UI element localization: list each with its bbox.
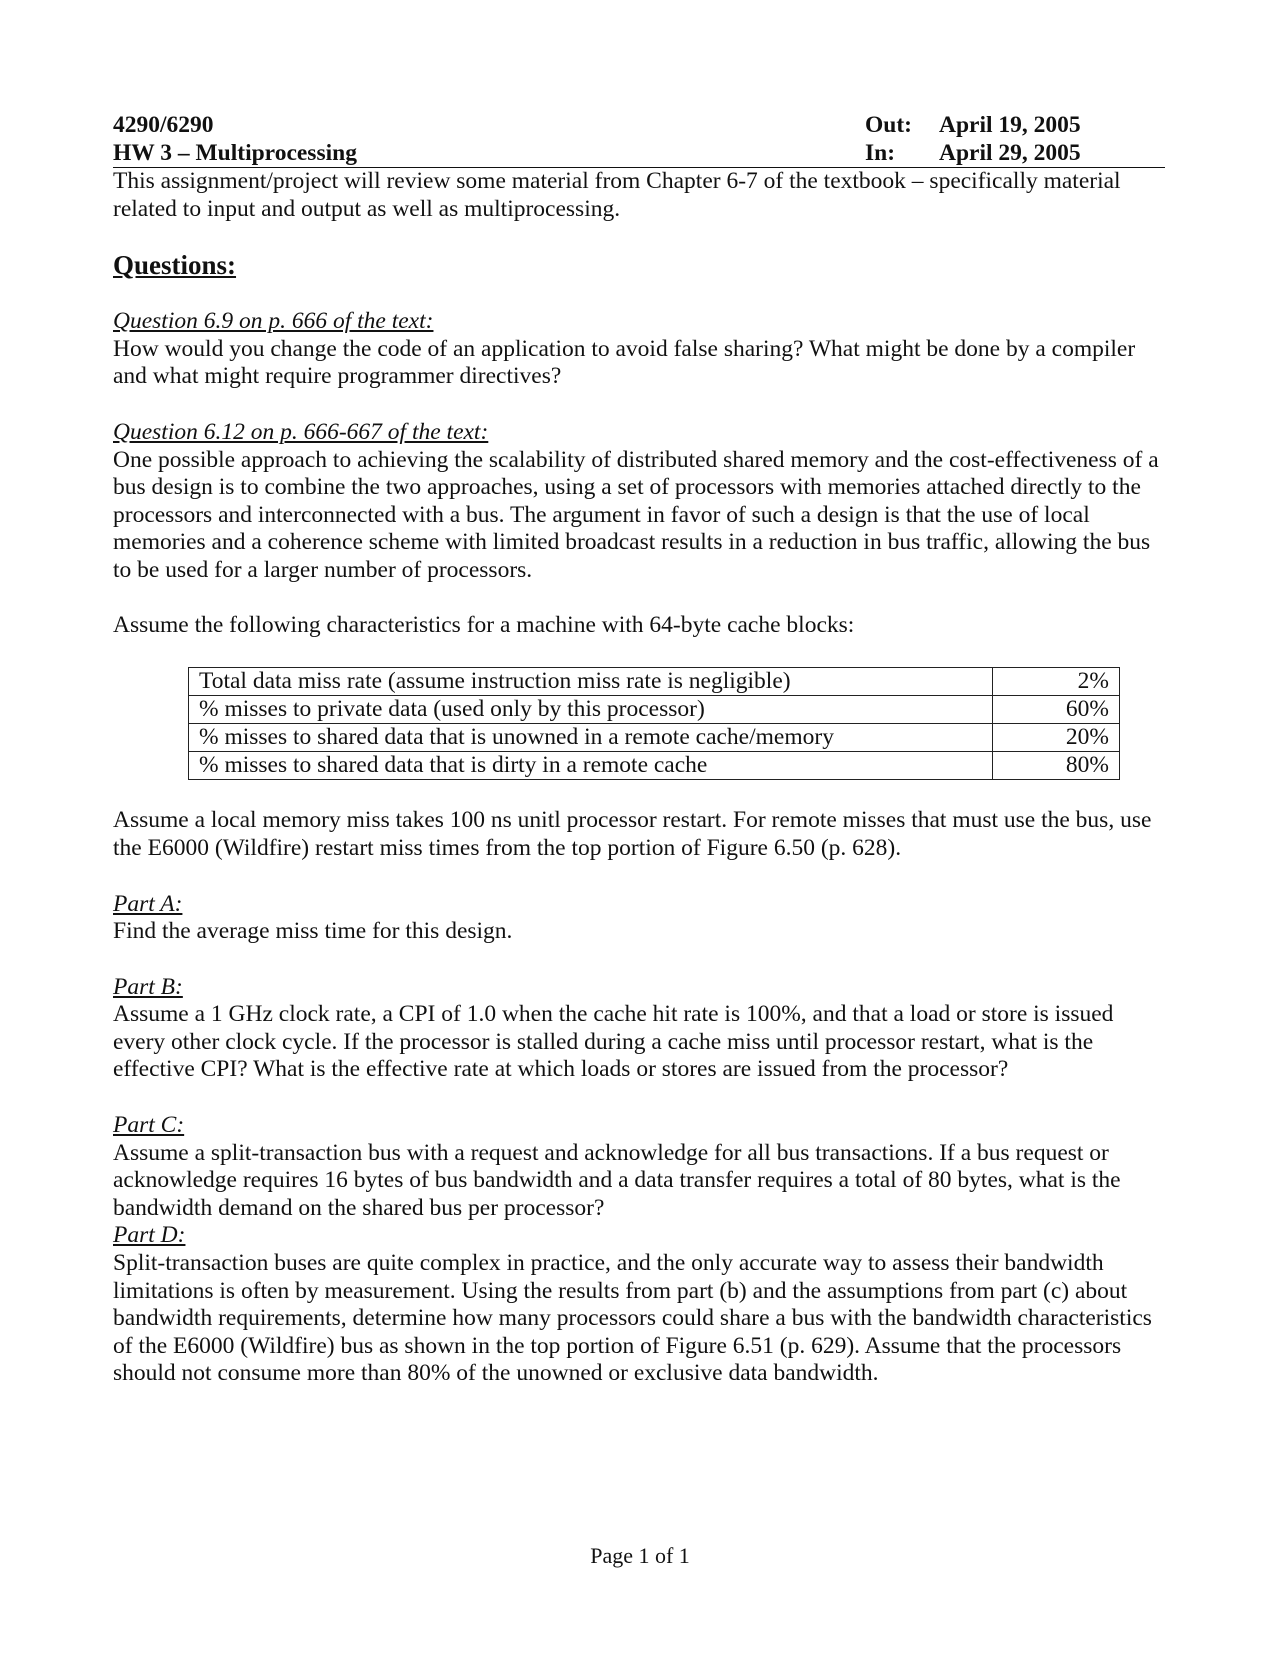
question-6-12-heading: Question 6.12 on p. 666-667 of the text: xyxy=(113,418,489,445)
course-number: 4290/6290 xyxy=(113,112,214,138)
table-row xyxy=(189,751,1120,779)
question-6-12-text: One possible approach to achieving the scalability of distributed shared memory and the cost-effectiveness of a bus design is to combine the two approaches, using a set of processors with memories attached directly to the processors and interconnected with a bus. The argument in favor of such a design is that the use of local memories and a coherence scheme with limited broadcast results in a reduction in bus traffic, allowing the bus to be used for a larger number of processors. xyxy=(113,446,1159,583)
table-cell-label: % misses to private data (used only by this processor) xyxy=(189,695,993,723)
questions-heading: Questions: xyxy=(113,250,237,281)
table-cell-value: 60% xyxy=(993,695,1120,723)
table-cell-value: 80% xyxy=(993,751,1120,779)
table-row xyxy=(189,695,1120,723)
assignment-title: HW 3 – Multiprocessing xyxy=(113,140,357,166)
table-cell-value: 2% xyxy=(993,667,1120,695)
part-b-heading: Part B: xyxy=(113,973,183,1000)
part-d-heading: Part D: xyxy=(113,1222,186,1249)
part-c-text: Assume a split-transaction bus with a request and acknowledge for all bus transactions. If a bus request or acknowledge requires 16 bytes of bus bandwidth and a data transfer requires a total of 80 bytes, what is the bandwidth demand on the shared bus per processor? xyxy=(113,1139,1121,1221)
characteristics-table xyxy=(188,667,1120,780)
header-row-1 xyxy=(113,112,1165,140)
in-label: In: xyxy=(865,140,896,166)
out-label: Out: xyxy=(865,112,912,138)
intro-paragraph: This assignment/project will review some material from Chapter 6-7 of the textbook – specifically material related to input and output as well as multiprocessing. xyxy=(113,168,1121,222)
table-cell-label: % misses to shared data that is dirty in a remote cache xyxy=(189,751,993,779)
in-date: April 29, 2005 xyxy=(939,140,1081,166)
part-d-text: Split-transaction buses are quite complex in practice, and the only accurate way to assess their bandwidth limitations is often by measurement. Using the results from part (b) and the assumptions from part (c) about bandwidth requirements, determine how many processors could share a bus with the bandwidth characteristics of the E6000 (Wildfire) bus as shown in the top portion of Figure 6.51 (p. 629). Assume that the processors should not consume more than 80% of the unowned or exclusive data bandwidth. xyxy=(113,1250,1152,1387)
question-6-9-text: How would you change the code of an application to avoid false sharing? What might be done by a compiler and what might require programmer directives? xyxy=(113,335,1136,390)
question-6-9-heading: Question 6.9 on p. 666 of the text: xyxy=(113,308,434,335)
table-row xyxy=(189,723,1120,751)
out-date: April 19, 2005 xyxy=(939,112,1081,138)
document-page xyxy=(113,112,1165,1388)
table-cell-label: Total data miss rate (assume instruction miss rate is negligible) xyxy=(189,667,993,695)
part-b-text: Assume a 1 GHz clock rate, a CPI of 1.0 when the cache hit rate is 100%, and that a load or store is issued every other clock cycle. If the processor is stalled during a cache miss until processor restart, what is the effective CPI? What is the effective rate at which loads or stores are issued from the processor? xyxy=(113,1001,1114,1083)
table-cell-label: % misses to shared data that is unowned in a remote cache/memory xyxy=(189,723,993,751)
part-a-heading: Part A: xyxy=(113,890,183,917)
part-a-text: Find the average miss time for this design. xyxy=(113,918,513,945)
part-c-heading: Part C: xyxy=(113,1112,185,1139)
assume-intro: Assume the following characteristics for a machine with 64-byte cache blocks: xyxy=(113,612,855,639)
table-row xyxy=(189,667,1120,695)
assume-miss-paragraph: Assume a local memory miss takes 100 ns unitl processor restart. For remote misses that must use the bus, use the E6000 (Wildfire) restart miss times from the top portion of Figure 6.50 (p. 628). xyxy=(113,807,1152,861)
page-footer: Page 1 of 1 xyxy=(590,1543,690,1568)
table-cell-value: 20% xyxy=(993,723,1120,751)
header-row-2 xyxy=(113,140,1165,168)
